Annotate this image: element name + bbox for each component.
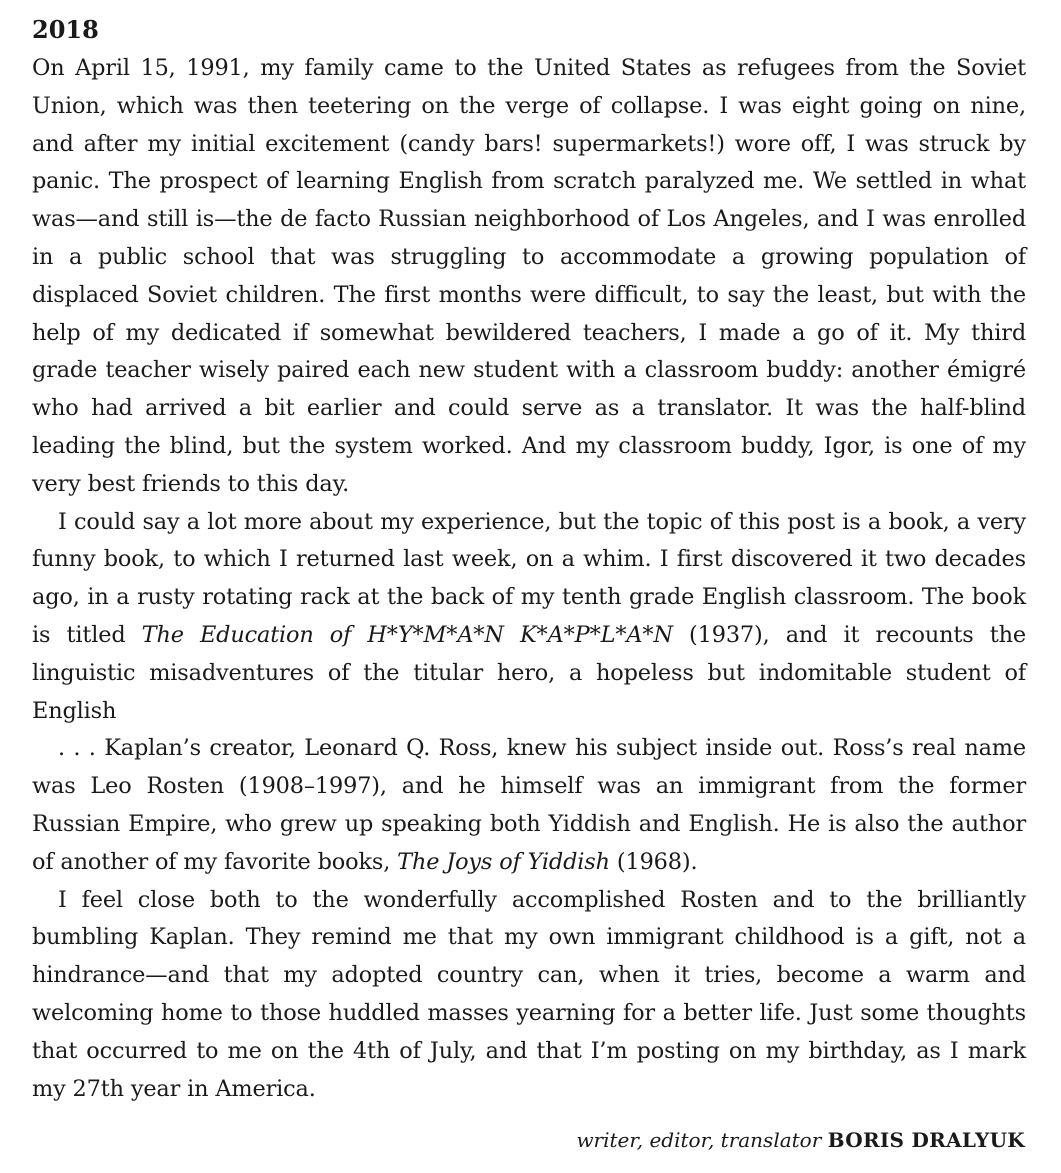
paragraph-2 (32, 504, 1026, 731)
entry-year: 2018 (32, 15, 99, 44)
paragraph-3-text-end: (1968). (609, 848, 698, 875)
author-name: BORIS DRALYUK (827, 1128, 1025, 1152)
paragraph-2-text-end: (1937), and it recounts the linguistic misadventures of the titular hero, a hopeless but indomitable student of English (32, 621, 1026, 724)
paragraph-1: On April 15, 1991, my family came to the United States as refugees from the Soviet Union, which was then teetering on the verge of collapse. I was eight going on nine, and after my initial excitement (candy bars! supermarkets!) wore off, I was struck by panic. The prospect of learning English from scratch paralyzed me. We settled in what was—and still is—the de facto Russian neighborhood of Los Angeles, and I was enrolled in a public school that was struggling to accommodate a growing population of displaced Soviet children. The first months were difficult, to say the least, but with the help of my dedicated if somewhat bewildered teachers, I made a go of it. My third grade teacher wisely paired each new student with a classroom buddy: another émigré who had arrived a bit earlier and could serve as a translator. It was the half-blind leading the blind, but the system worked. And my classroom buddy, Igor, is one of my very best friends to this day. (32, 55, 1026, 497)
document-page (32, 14, 1026, 1108)
paragraph-3 (32, 730, 1026, 881)
paragraph-4: I feel close both to the wonderfully accomplished Rosten and to the brilliantly bumbling Kaplan. They remind me that my own immigrant childhood is a gift, not a hindrance—and that my adopted country can, when it tries, become a warm and welcoming home to those huddled masses yearning for a better life. Just some thoughts that occurred to me on the 4th of July, and that I’m posting on my birthday, as I mark my 27th year in America. (32, 886, 1026, 1102)
paragraph-2-text-start: I could say a lot more about my experience, but the topic of this post is a book, a very funny book, to which I returned last week, on a whim. I first discovered it two decades ago, in a rusty rotating rack at the back of my tenth grade English classroom. The book is titled (32, 508, 1026, 648)
book-title-joys-of-yiddish: The Joys of Yiddish (397, 848, 610, 875)
author-attribution (576, 1126, 1025, 1154)
paragraph-3-text-start: . . . Kaplan’s creator, Leonard Q. Ross, knew his subject inside out. Ross’s real name was Leo Rosten (1908–1997), and he himself was an immigrant from the former Russian Empire, who grew up speaking both Yiddish and English. He is also the author of another of my favorite books, (32, 735, 1026, 875)
author-role: writer, editor, translator (576, 1128, 822, 1152)
book-title-kaplan: The Education of H*Y*M*A*N K*A*P*L*A*N (141, 621, 673, 648)
